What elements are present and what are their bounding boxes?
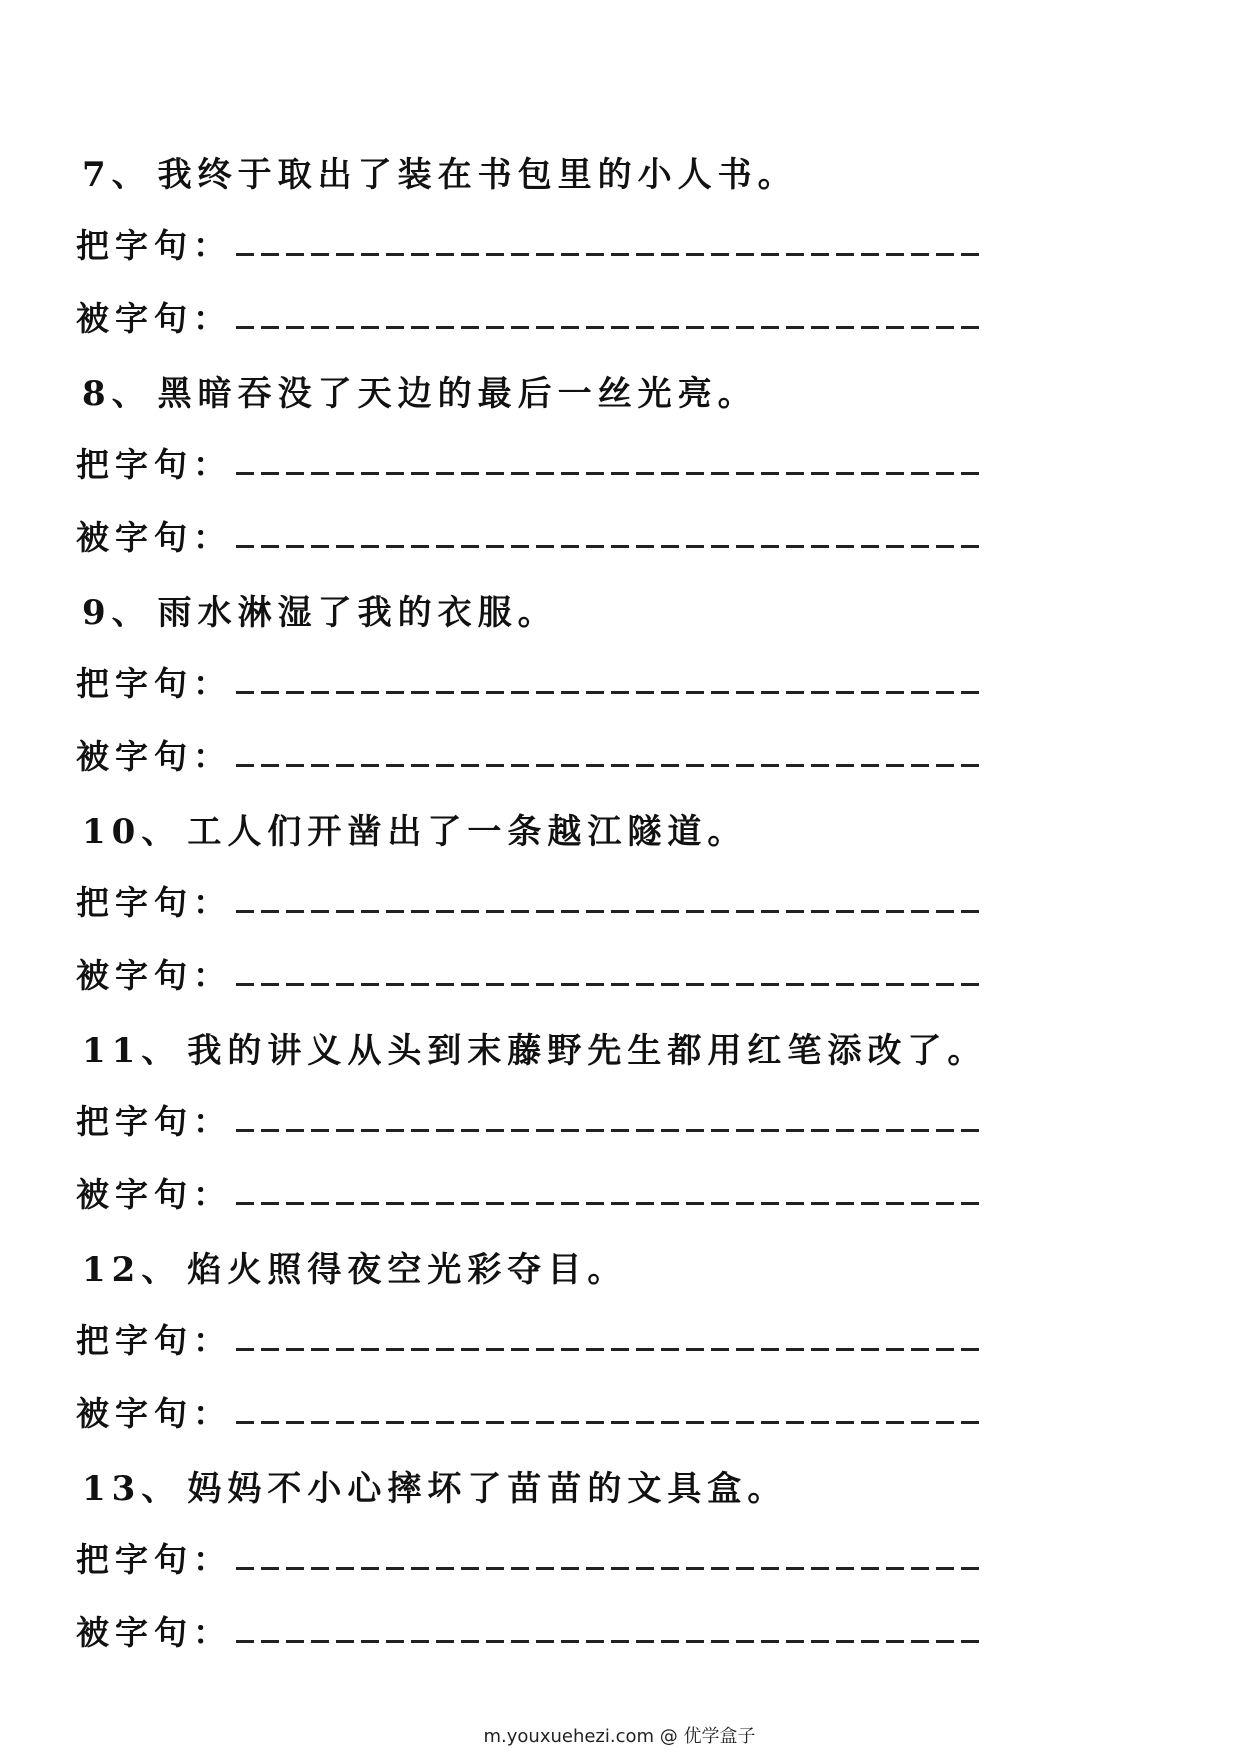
bei-label: 被字句： [76, 1613, 232, 1652]
bei-label: 被字句： [76, 1175, 232, 1214]
question-9 [76, 573, 1182, 791]
ba-label: 把字句： [76, 1540, 232, 1579]
question-7 [76, 135, 1182, 353]
footer-watermark: m.youxuehezi.com @ 优学盒子 [483, 1726, 756, 1747]
question-sentence: 我终于取出了装在书包里的小人书。 [157, 154, 798, 195]
bei-answer-row[interactable] [76, 937, 1182, 1010]
question-sentence: 焰火照得夜空光彩夺目。 [187, 1249, 628, 1290]
ba-answer-row[interactable] [76, 864, 1182, 937]
ba-answer-blank[interactable] [236, 1567, 986, 1570]
ba-label: 把字句： [76, 226, 232, 265]
question-10 [76, 792, 1182, 1010]
bei-answer-row[interactable] [76, 1156, 1182, 1229]
question-prompt [82, 1449, 1182, 1521]
ba-answer-row[interactable] [76, 1083, 1182, 1156]
ba-answer-blank[interactable] [236, 1129, 986, 1132]
bei-label: 被字句： [76, 299, 232, 338]
ba-label: 把字句： [76, 883, 232, 922]
bei-label: 被字句： [76, 518, 232, 557]
bei-answer-blank[interactable] [236, 764, 986, 767]
ba-answer-blank[interactable] [236, 910, 986, 913]
bei-answer-row[interactable] [76, 718, 1182, 791]
bei-answer-row[interactable] [76, 280, 1182, 353]
ba-answer-row[interactable] [76, 1521, 1182, 1594]
ba-answer-blank[interactable] [236, 1348, 986, 1351]
ba-answer-blank[interactable] [236, 691, 986, 694]
ba-label: 把字句： [76, 445, 232, 484]
bei-label: 被字句： [76, 1394, 232, 1433]
ba-answer-row[interactable] [76, 426, 1182, 499]
question-11 [76, 1011, 1182, 1229]
question-prompt [82, 573, 1182, 645]
question-12 [76, 1230, 1182, 1448]
question-prompt [82, 1011, 1182, 1083]
question-sentence: 妈妈不小心摔坏了苗苗的文具盒。 [187, 1468, 788, 1509]
question-prompt [82, 135, 1182, 207]
question-8 [76, 354, 1182, 572]
question-number: 9、 [82, 592, 152, 633]
ba-answer-row[interactable] [76, 207, 1182, 280]
question-sentence: 我的讲义从头到末藤野先生都用红笔添改了。 [187, 1030, 988, 1071]
bei-answer-blank[interactable] [236, 545, 986, 548]
question-number: 10、 [82, 811, 182, 852]
question-prompt [82, 354, 1182, 426]
bei-label: 被字句： [76, 956, 232, 995]
ba-answer-row[interactable] [76, 1302, 1182, 1375]
question-sentence: 工人们开凿出了一条越江隧道。 [187, 811, 748, 852]
question-number: 13、 [82, 1468, 182, 1509]
ba-label: 把字句： [76, 1102, 232, 1141]
question-13 [76, 1449, 1182, 1667]
question-prompt [82, 792, 1182, 864]
ba-answer-blank[interactable] [236, 253, 986, 256]
bei-answer-blank[interactable] [236, 326, 986, 329]
ba-answer-blank[interactable] [236, 472, 986, 475]
question-sentence: 雨水淋湿了我的衣服。 [157, 592, 558, 633]
question-number: 11、 [82, 1030, 182, 1071]
bei-answer-blank[interactable] [236, 1640, 986, 1643]
bei-answer-blank[interactable] [236, 1421, 986, 1424]
question-number: 7、 [82, 154, 152, 195]
bei-answer-blank[interactable] [236, 983, 986, 986]
bei-answer-blank[interactable] [236, 1202, 986, 1205]
question-number: 12、 [82, 1249, 182, 1290]
bei-answer-row[interactable] [76, 1375, 1182, 1448]
bei-answer-row[interactable] [76, 499, 1182, 572]
ba-label: 把字句： [76, 664, 232, 703]
bei-answer-row[interactable] [76, 1594, 1182, 1667]
question-prompt [82, 1230, 1182, 1302]
question-number: 8、 [82, 373, 152, 414]
ba-label: 把字句： [76, 1321, 232, 1360]
ba-answer-row[interactable] [76, 645, 1182, 718]
bei-label: 被字句： [76, 737, 232, 776]
question-sentence: 黑暗吞没了天边的最后一丝光亮。 [157, 373, 758, 414]
